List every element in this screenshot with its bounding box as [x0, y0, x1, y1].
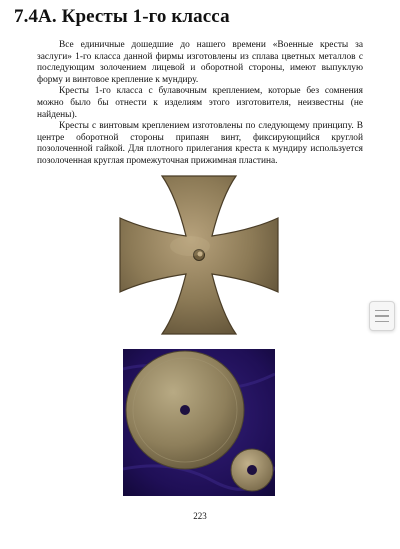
cross-back-photo [118, 174, 280, 336]
paragraph: Кресты с винтовым креплением изготовлены по следующему принципу. В центре оборотной стороны припаян винт, фиксирующийся круглой позолоченной гайкой. Для плотного прилегания креста к мундиру используется позолоченная круглая промежуточная прижимная пластина. [37, 121, 363, 166]
section-heading: 7.4А. Кресты 1-го класса [14, 6, 230, 27]
page-number: 223 [193, 511, 207, 521]
body-text [37, 40, 363, 168]
paragraph: Все единичные дошедшие до нашего времени «Военные кресты за заслуги» 1-го класса данной фирмы изготовлены из сплава цветных металлов с последующим золочением лицевой и оборотной стороны, имеют выпуклую форму и винтовое крепление к мундиру. [37, 40, 363, 85]
paragraph: Кресты 1-го класса с булавочным креплением, которые без сомнения можно было бы отнести к изделиям этого изготовителя, неизвестны (не найдены). [37, 86, 363, 120]
plate-and-nut-photo [123, 349, 275, 496]
menu-icon[interactable] [369, 301, 395, 331]
